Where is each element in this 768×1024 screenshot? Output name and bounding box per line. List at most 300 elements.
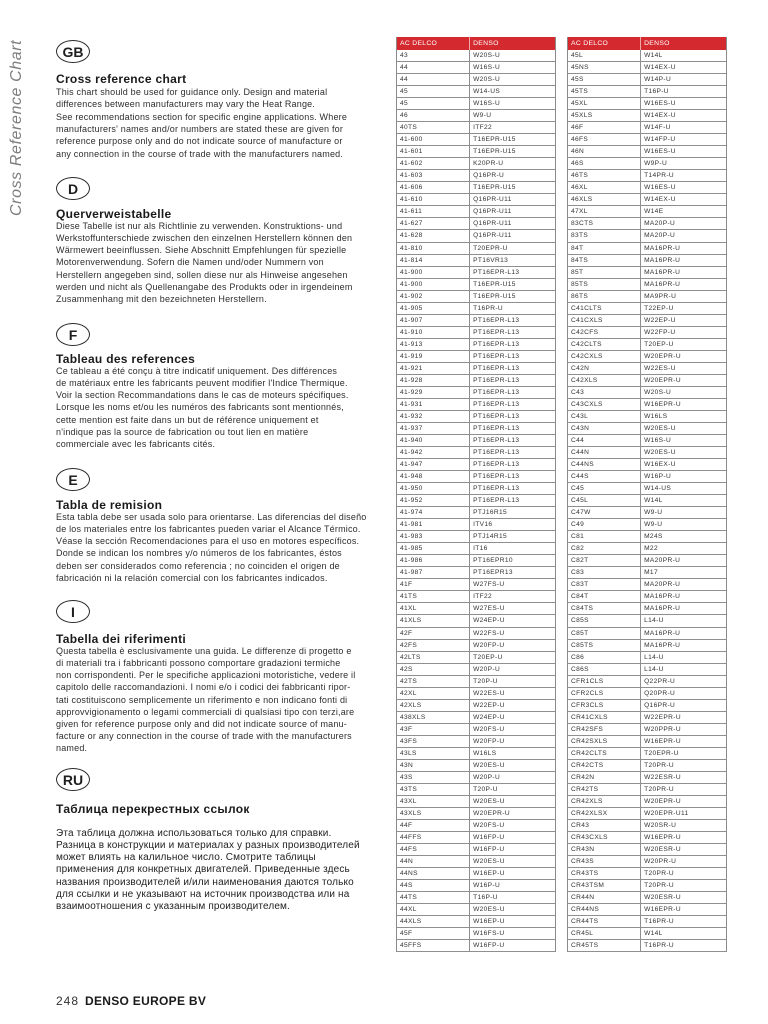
denso-cell: W14L [644, 930, 663, 938]
table-row [568, 122, 726, 134]
denso-cell: PT16EPR-L13 [473, 449, 520, 457]
denso-cell: Q20PR-U [644, 689, 676, 697]
ac-delco-cell: 42FS [397, 640, 470, 651]
table-row [397, 531, 555, 543]
denso-cell: W14-US [644, 485, 672, 493]
ac-delco-cell: 41-814 [397, 255, 470, 266]
table-row [568, 567, 726, 579]
paragraph-line: Motorenverwendung. Sofern die Namen und/oder Nummern von [56, 257, 324, 268]
table-row [568, 170, 726, 182]
denso-cell: MA16PR-U [644, 244, 681, 252]
ac-delco-cell: C45 [568, 483, 641, 494]
section-body-e [56, 511, 384, 584]
table-row [397, 291, 555, 303]
table-row [397, 74, 555, 86]
denso-cell: M22 [644, 545, 658, 553]
denso-cell: W16ES-U [644, 184, 676, 192]
denso-cell: T16EPR-U15 [473, 292, 516, 300]
table-row [397, 303, 555, 315]
denso-cell: MA20PR-U [644, 581, 681, 589]
table-row [397, 218, 555, 230]
paragraph-line: See recommendations section for specific engine applications. Where [56, 111, 348, 122]
table-row [397, 98, 555, 110]
table-row [568, 892, 726, 904]
table-row [568, 74, 726, 86]
table-row [397, 591, 555, 603]
denso-cell: W20ES-U [473, 858, 505, 866]
table-row [397, 507, 555, 519]
table-row [397, 688, 555, 700]
table-row [568, 712, 726, 724]
table-header [568, 37, 726, 50]
ac-delco-header: AC DELCO [568, 37, 641, 50]
denso-cell: PT16EPR-L13 [473, 400, 520, 408]
table-row [568, 255, 726, 267]
table-row [568, 531, 726, 543]
ac-delco-cell: 41-987 [397, 567, 470, 578]
denso-cell: W16FS-U [473, 930, 505, 938]
paragraph-line: commerciale avec les fabricants cités. [56, 438, 216, 449]
denso-cell: W20EPR-U11 [644, 809, 689, 817]
table-row [397, 808, 555, 820]
table-row [568, 483, 726, 495]
ac-delco-cell: 41-919 [397, 351, 470, 362]
ac-delco-cell: 46S [568, 158, 641, 169]
table-row [397, 387, 555, 399]
table-row [568, 387, 726, 399]
table-row [568, 86, 726, 98]
denso-cell: Q22PR-U [644, 677, 676, 685]
table-row [568, 628, 726, 640]
denso-cell: W20ES-U [473, 761, 505, 769]
denso-cell: W16FP-U [473, 834, 505, 842]
ac-delco-cell: CR43N [568, 844, 641, 855]
ac-delco-cell: 44FFS [397, 832, 470, 843]
ac-delco-cell: CR42N [568, 772, 641, 783]
ac-delco-cell: CR42SFS [568, 724, 641, 735]
denso-cell: T16EPR-U15 [473, 280, 516, 288]
denso-cell: L14-U [644, 617, 664, 625]
denso-cell: W20EPR-U [644, 376, 681, 384]
ac-delco-cell: 41-932 [397, 411, 470, 422]
ac-delco-cell: CR41CXLS [568, 712, 641, 723]
denso-cell: T16PR-U [644, 942, 675, 950]
table-row [397, 796, 555, 808]
ac-delco-cell: C85T [568, 628, 641, 639]
denso-cell: W20FP-U [473, 641, 505, 649]
ac-delco-cell: CFR2CLS [568, 688, 641, 699]
section-body-d [56, 220, 384, 305]
table-row [397, 892, 555, 904]
cross-reference-table-left [396, 37, 556, 952]
table-row [568, 303, 726, 315]
denso-cell: T16EPR-U15 [473, 136, 516, 144]
denso-cell: MA20PR-U [644, 557, 681, 565]
side-title: Cross Reference Chart [8, 39, 25, 216]
table-row [568, 916, 726, 928]
ac-delco-cell: 44 [397, 74, 470, 85]
ac-delco-cell: C44NS [568, 459, 641, 470]
ac-delco-cell: 41-602 [397, 158, 470, 169]
table-row [397, 267, 555, 279]
table-row [568, 724, 726, 736]
ac-delco-cell: 41-929 [397, 387, 470, 398]
ac-delco-cell: 85T [568, 267, 641, 278]
denso-cell: T16PR-U [644, 918, 675, 926]
denso-cell: PT16EPR-L13 [473, 340, 520, 348]
ac-delco-cell: 43N [397, 760, 470, 771]
ac-delco-cell: 41-905 [397, 303, 470, 314]
ac-delco-cell: CR43 [568, 820, 641, 831]
denso-cell: Q16PR-U11 [473, 220, 512, 228]
ac-delco-cell: 41-985 [397, 543, 470, 554]
ac-delco-cell: C44N [568, 447, 641, 458]
ac-delco-cell: 41-900 [397, 279, 470, 290]
denso-cell: T20P-U [473, 677, 498, 685]
table-row [397, 820, 555, 832]
table-row [568, 230, 726, 242]
paragraph-line: Esta tabla debe ser usada solo para orientarse. Las diferencias del diseño [56, 512, 367, 522]
table-row [397, 676, 555, 688]
denso-cell: M24S [644, 533, 663, 541]
language-badge-d: D [56, 177, 90, 200]
ac-delco-cell: CR42CTS [568, 760, 641, 771]
denso-cell: W9-U [473, 112, 492, 120]
table-row [568, 110, 726, 122]
denso-cell: W14P-U [644, 76, 672, 84]
paragraph-line: применения для конкретных двигателей. Приведенные здесь [56, 864, 350, 876]
ac-delco-cell: 47XL [568, 206, 641, 217]
denso-cell: W27ES-U [473, 605, 505, 613]
paragraph-line: reference purpose only and do not indicate source of manufacture or [56, 136, 343, 147]
ac-delco-cell: C84T [568, 591, 641, 602]
ac-delco-cell: C85TS [568, 640, 641, 651]
table-row [568, 772, 726, 784]
ac-delco-cell: 46N [568, 146, 641, 157]
ac-delco-cell: 43F [397, 724, 470, 735]
ac-delco-cell: 83CTS [568, 218, 641, 229]
ac-delco-cell: 41-921 [397, 363, 470, 374]
table-row [397, 134, 555, 146]
table-row [568, 471, 726, 483]
table-row [397, 772, 555, 784]
denso-cell: W20ES-U [644, 424, 676, 432]
denso-cell: W16LS [644, 412, 668, 420]
denso-cell: T16P-U [473, 894, 498, 902]
denso-cell: W16EPR-U [644, 400, 681, 408]
section-body-f [56, 365, 384, 450]
table-row [568, 495, 726, 507]
denso-cell: W20P-U [473, 665, 501, 673]
ac-delco-cell: 44FS [397, 844, 470, 855]
ac-delco-cell: 41-611 [397, 206, 470, 217]
denso-cell: PT16VR13 [473, 256, 509, 264]
table-row [568, 844, 726, 856]
language-badge-gb: GB [56, 40, 90, 63]
denso-cell: T16P-U [644, 88, 669, 96]
denso-cell: Q16PR-U [644, 701, 676, 709]
denso-cell: W20PPR-U [644, 725, 681, 733]
denso-cell: W16EPR-U [644, 834, 681, 842]
paragraph-line: manufacturers' names and/or numbers are stated these are given for [56, 123, 344, 134]
table-row [397, 664, 555, 676]
ac-delco-cell: C85S [568, 615, 641, 626]
paragraph-line: approvvigionamento o legami commerciali di qualsiasi tipo con terzi,are [56, 706, 355, 717]
table-row [568, 507, 726, 519]
denso-cell: W20EPR-U [644, 352, 681, 360]
table-row [568, 700, 726, 712]
ac-delco-cell: C43 [568, 387, 641, 398]
paragraph-line: Разница в конструкции и материалах у разных производителей [56, 840, 360, 852]
ac-delco-cell: 44NS [397, 868, 470, 879]
denso-cell: T20PR-U [644, 870, 675, 878]
ac-delco-cell: CR45L [568, 928, 641, 939]
paragraph-line: Voir la section Recommandations dans le cas de moteurs spécifiques. [56, 390, 349, 401]
ac-delco-cell: C44S [568, 471, 641, 482]
denso-cell: T14PR-U [644, 172, 675, 180]
ac-delco-cell: 43TS [397, 784, 470, 795]
table-row [397, 158, 555, 170]
table-row [568, 736, 726, 748]
ac-delco-cell: 46F [568, 122, 641, 133]
denso-cell: MA16PR-U [644, 256, 681, 264]
ac-delco-cell: CR43TS [568, 868, 641, 879]
section-heading-ru: Таблица перекрестных ссылок [56, 802, 250, 816]
ac-delco-cell: 43FS [397, 736, 470, 747]
section-heading-gb: Cross reference chart [56, 72, 187, 86]
ac-delco-cell: 41-937 [397, 423, 470, 434]
denso-cell: T20EPR-U [473, 244, 508, 252]
table-row [568, 375, 726, 387]
denso-cell: W14EX-U [644, 112, 676, 120]
denso-cell: W16EX-U [644, 461, 676, 469]
table-row [568, 555, 726, 567]
paragraph-line: de matériaux entre les fabricants peuvent modifier l'Indice Thermique. [56, 378, 348, 389]
table-row [568, 291, 726, 303]
ac-delco-cell: C43L [568, 411, 641, 422]
paragraph-line: deben ser considerados como referencia ; no coinciden el origen de [56, 560, 340, 571]
table-row [397, 784, 555, 796]
table-row [568, 664, 726, 676]
table-row [397, 928, 555, 940]
denso-cell: W14EX-U [644, 64, 676, 72]
denso-cell: W14FP-U [644, 136, 676, 144]
denso-cell: L14-U [644, 665, 664, 673]
table-row [397, 50, 555, 62]
paragraph-line: Wärmewert beeinflussen. Siehe Abschnitt Empfehlungen für spezielle [56, 245, 347, 256]
ac-delco-cell: CR43CXLS [568, 832, 641, 843]
table-row [568, 339, 726, 351]
table-row [568, 856, 726, 868]
table-row [568, 315, 726, 327]
ac-delco-cell: 84T [568, 243, 641, 254]
ac-delco-cell: 41TS [397, 591, 470, 602]
ac-delco-cell: CR42SXLS [568, 736, 641, 747]
denso-cell: W22EP-U [473, 701, 505, 709]
denso-cell: PT16EPR-L13 [473, 437, 520, 444]
table-row [397, 279, 555, 291]
table-row [568, 459, 726, 471]
table-row [397, 748, 555, 760]
ac-delco-cell: CFR1CLS [568, 676, 641, 687]
ac-delco-cell: 41-900 [397, 267, 470, 278]
ac-delco-cell: 41-928 [397, 375, 470, 386]
denso-cell: W27FS-U [473, 581, 505, 589]
table-row [568, 50, 726, 62]
denso-cell: MA16PR-U [644, 268, 681, 276]
ac-delco-cell: C43CXLS [568, 399, 641, 410]
ac-delco-cell: 41-610 [397, 194, 470, 205]
table-row [397, 351, 555, 363]
ac-delco-cell: 44XL [397, 904, 470, 915]
table-row [397, 62, 555, 74]
ac-delco-cell: 84TS [568, 255, 641, 266]
ac-delco-cell: 41-810 [397, 243, 470, 254]
ac-delco-cell: C47W [568, 507, 641, 518]
ac-delco-cell: 43 [397, 50, 470, 61]
table-row [397, 327, 555, 339]
table-row [397, 182, 555, 194]
cross-reference-table-right [567, 37, 727, 952]
ac-delco-cell: 41XLS [397, 615, 470, 626]
ac-delco-cell: 41-950 [397, 483, 470, 494]
denso-cell: PTJ16R15 [473, 509, 508, 517]
ac-delco-cell: C83 [568, 567, 641, 578]
ac-delco-cell: CR42XLSX [568, 808, 641, 819]
language-badge-e: E [56, 468, 90, 491]
paragraph-line: Herstellern angegeben sind, sollen diese nur als Hinweise angesehen [56, 269, 348, 280]
ac-delco-cell: C42CXLS [568, 351, 641, 362]
table-row [397, 363, 555, 375]
table-row [397, 399, 555, 411]
paragraph-line: de los materiales entre los fabricantes pueden variar el Alcance Térmico. [56, 524, 361, 535]
table-row [568, 603, 726, 615]
paragraph-line: any connection in the course of trade with the manufacturers named. [56, 148, 344, 159]
paragraph-line: fabricación ni la relación comercial con los fabricantes indicados. [56, 572, 328, 583]
denso-cell: Q16PR-U11 [473, 196, 512, 204]
table-row [397, 724, 555, 736]
ac-delco-cell: 45L [568, 50, 641, 61]
denso-cell: PT16EPR-L13 [473, 328, 520, 336]
denso-cell: W22ES-U [644, 364, 676, 372]
ac-delco-cell: 43S [397, 772, 470, 783]
table-row [397, 375, 555, 387]
table-row [397, 122, 555, 134]
table-row [568, 519, 726, 531]
denso-cell: T22EP-U [644, 304, 674, 312]
denso-cell: Q16PR-U11 [473, 232, 512, 240]
denso-header: DENSO [473, 40, 499, 47]
table-row [568, 351, 726, 363]
denso-cell: PT16EPR-L13 [473, 497, 520, 505]
table-row [397, 170, 555, 182]
ac-delco-cell: 41-907 [397, 315, 470, 326]
denso-cell: W20ESR-U [644, 894, 681, 902]
denso-cell: T20EP-U [473, 653, 503, 661]
denso-cell: W22EP-U [644, 316, 676, 324]
denso-cell: PT16EPR-L13 [473, 376, 520, 384]
table-row [397, 567, 555, 579]
ac-delco-cell: 46FS [568, 134, 641, 145]
denso-cell: W20SR-U [644, 822, 677, 829]
denso-cell: W14-US [473, 88, 501, 96]
table-row [568, 784, 726, 796]
ac-delco-cell: C42CLTS [568, 339, 641, 350]
ac-delco-cell: C41CLTS [568, 303, 641, 314]
ac-delco-cell: 41-983 [397, 531, 470, 542]
table-row [568, 796, 726, 808]
paragraph-line: Zusammenhang mit den bezeichneten Herstellern. [56, 293, 267, 304]
denso-cell: W20PR-U [644, 858, 677, 866]
ac-delco-cell: C45L [568, 495, 641, 506]
table-row [568, 447, 726, 459]
ac-delco-cell: 41-940 [397, 435, 470, 446]
table-row [568, 243, 726, 255]
denso-cell: W14L [644, 497, 663, 505]
table-row [397, 628, 555, 640]
table-row [568, 146, 726, 158]
ac-delco-cell: 41-627 [397, 218, 470, 229]
ac-delco-cell: 42S [397, 664, 470, 675]
denso-cell: W20S-U [473, 76, 501, 84]
table-row [568, 411, 726, 423]
section-heading-e: Tabla de remision [56, 498, 163, 512]
paragraph-line: n'indique pas la source de fabrication ou tout lien en matière [56, 426, 309, 437]
denso-cell: W20ES-U [473, 906, 505, 914]
ac-delco-cell: 41-981 [397, 519, 470, 530]
ac-delco-cell: C41CXLS [568, 315, 641, 326]
ac-delco-cell: C44 [568, 435, 641, 446]
ac-delco-cell: 45TS [568, 86, 641, 97]
table-row [568, 940, 726, 952]
table-row [397, 700, 555, 712]
ac-delco-cell: C49 [568, 519, 641, 530]
table-row [568, 579, 726, 591]
language-badge-ru: RU [56, 768, 90, 791]
section-body-i [56, 645, 384, 754]
denso-cell: W14L [644, 52, 663, 59]
table-row [397, 856, 555, 868]
ac-delco-cell: 41-948 [397, 471, 470, 482]
table-row [397, 230, 555, 242]
ac-delco-cell: CR44TS [568, 916, 641, 927]
ac-delco-cell: 43XL [397, 796, 470, 807]
denso-cell: W16FP-U [473, 942, 505, 950]
denso-cell: W14F-U [644, 124, 671, 132]
table-row [397, 423, 555, 435]
table-row [568, 760, 726, 772]
language-badge-i: I [56, 600, 90, 623]
table-row [397, 110, 555, 122]
denso-header: DENSO [644, 40, 670, 47]
denso-cell: W22FP-U [644, 328, 676, 336]
denso-cell: W22ES-U [473, 689, 505, 697]
table-row [397, 255, 555, 267]
ac-delco-cell: C42N [568, 363, 641, 374]
ac-delco-cell: 44S [397, 880, 470, 891]
ac-delco-header: AC DELCO [397, 37, 470, 50]
table-row [397, 483, 555, 495]
denso-cell: W16EP-U [473, 918, 505, 926]
ac-delco-cell: 45F [397, 928, 470, 939]
ac-delco-cell: C82 [568, 543, 641, 554]
denso-cell: PT16EPR-L13 [473, 388, 520, 396]
paragraph-line: Véase la sección Recomendaciones para el uso en motores específicos. [56, 536, 360, 547]
ac-delco-cell: C83T [568, 579, 641, 590]
table-row [568, 688, 726, 700]
ac-delco-cell: 86TS [568, 291, 641, 302]
table-row [568, 832, 726, 844]
